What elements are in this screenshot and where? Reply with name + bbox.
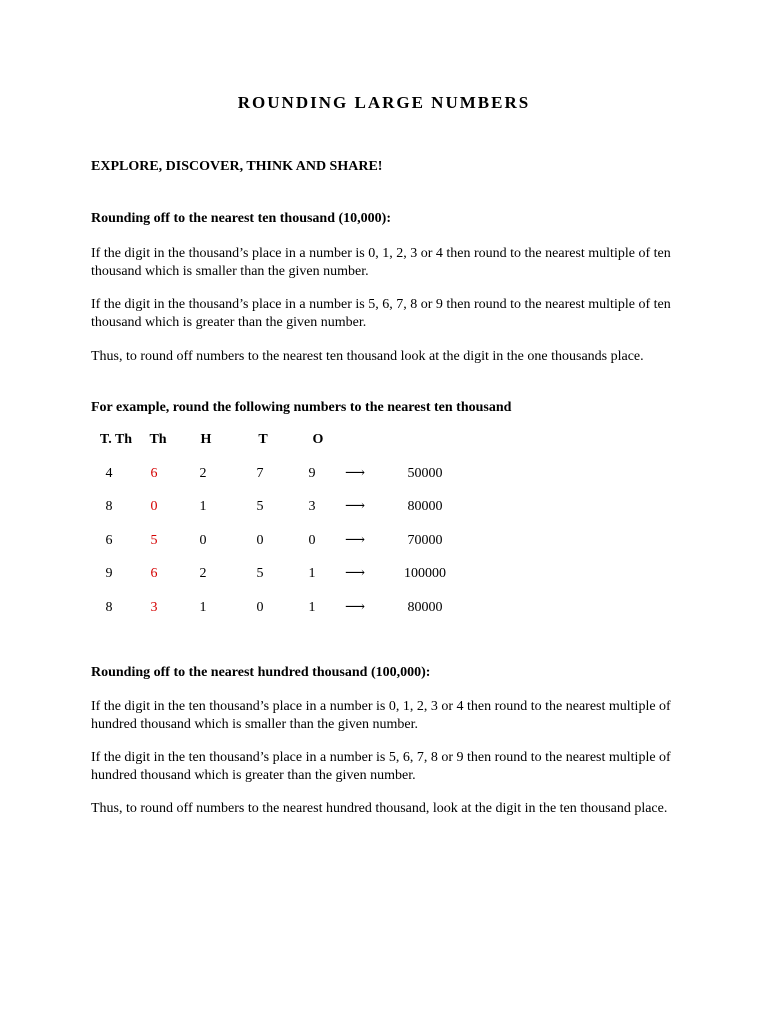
table-header-hundreds: H	[200, 432, 212, 447]
digit-ones: 0	[308, 533, 316, 548]
table-header-tens: T	[258, 432, 268, 447]
digit-tens: 5	[256, 499, 264, 514]
section1-heading: Rounding off to the nearest ten thousand (10,000):	[91, 211, 391, 226]
digit-ones: 1	[308, 566, 316, 581]
rounded-result: 50000	[407, 466, 443, 481]
digit-ten-thousands: 6	[105, 533, 113, 548]
digit-tens: 0	[256, 600, 264, 615]
digit-tens: 7	[256, 466, 264, 481]
digit-hundreds: 2	[199, 466, 207, 481]
digit-ones: 1	[308, 600, 316, 615]
digit-thousands: 6	[150, 566, 158, 581]
digit-ten-thousands: 9	[105, 566, 113, 581]
digit-tens: 5	[256, 566, 264, 581]
section2-paragraph-2: If the digit in the ten thousand’s place in a number is 5, 6, 7, 8 or 9 then round to the nearest multiple of hundred thousand which is greater than the given number.	[91, 750, 671, 783]
digit-ten-thousands: 8	[105, 600, 113, 615]
digit-hundreds: 1	[199, 499, 207, 514]
digit-hundreds: 0	[199, 533, 207, 548]
digit-ten-thousands: 8	[105, 499, 113, 514]
digit-thousands: 6	[150, 466, 158, 481]
arrow-icon: ⟶	[344, 499, 366, 514]
table-header-ten-thousands: T. Th	[99, 432, 133, 447]
section1-paragraph-2: If the digit in the thousand’s place in a number is 5, 6, 7, 8 or 9 then round to the nearest multiple of ten thousand which is greater than the given number.	[91, 297, 671, 330]
digit-hundreds: 2	[199, 566, 207, 581]
arrow-icon: ⟶	[344, 600, 366, 615]
digit-thousands: 3	[150, 600, 158, 615]
digit-thousands: 5	[150, 533, 158, 548]
rounded-result: 70000	[407, 533, 443, 548]
rounded-result: 80000	[407, 499, 443, 514]
digit-hundreds: 1	[199, 600, 207, 615]
digit-ten-thousands: 4	[105, 466, 113, 481]
rounded-result: 80000	[407, 600, 443, 615]
section1-paragraph-3: Thus, to round off numbers to the nearest ten thousand look at the digit in the one thousands place.	[91, 349, 644, 364]
digit-thousands: 0	[150, 499, 158, 514]
digit-ones: 9	[308, 466, 316, 481]
section1-paragraph-1: If the digit in the thousand’s place in a number is 0, 1, 2, 3 or 4 then round to the nearest multiple of ten thousand which is smaller than the given number.	[91, 246, 671, 279]
section2-heading: Rounding off to the nearest hundred thousand (100,000):	[91, 665, 431, 680]
digit-tens: 0	[256, 533, 264, 548]
rounded-result: 100000	[404, 566, 446, 581]
page-title: ROUNDING LARGE NUMBERS	[237, 93, 531, 112]
example-heading: For example, round the following numbers to the nearest ten thousand	[91, 400, 512, 415]
arrow-icon: ⟶	[344, 466, 366, 481]
table-header-thousands: Th	[149, 432, 167, 447]
digit-ones: 3	[308, 499, 316, 514]
section2-paragraph-3: Thus, to round off numbers to the nearest hundred thousand, look at the digit in the ten thousand place.	[91, 801, 668, 816]
arrow-icon: ⟶	[344, 533, 366, 548]
section2-paragraph-1: If the digit in the ten thousand’s place in a number is 0, 1, 2, 3 or 4 then round to the nearest multiple of hundred thousand which is smaller than the given number.	[91, 699, 671, 732]
arrow-icon: ⟶	[344, 566, 366, 581]
intro-heading: EXPLORE, DISCOVER, THINK AND SHARE!	[91, 159, 383, 174]
table-header-ones: O	[312, 432, 324, 447]
